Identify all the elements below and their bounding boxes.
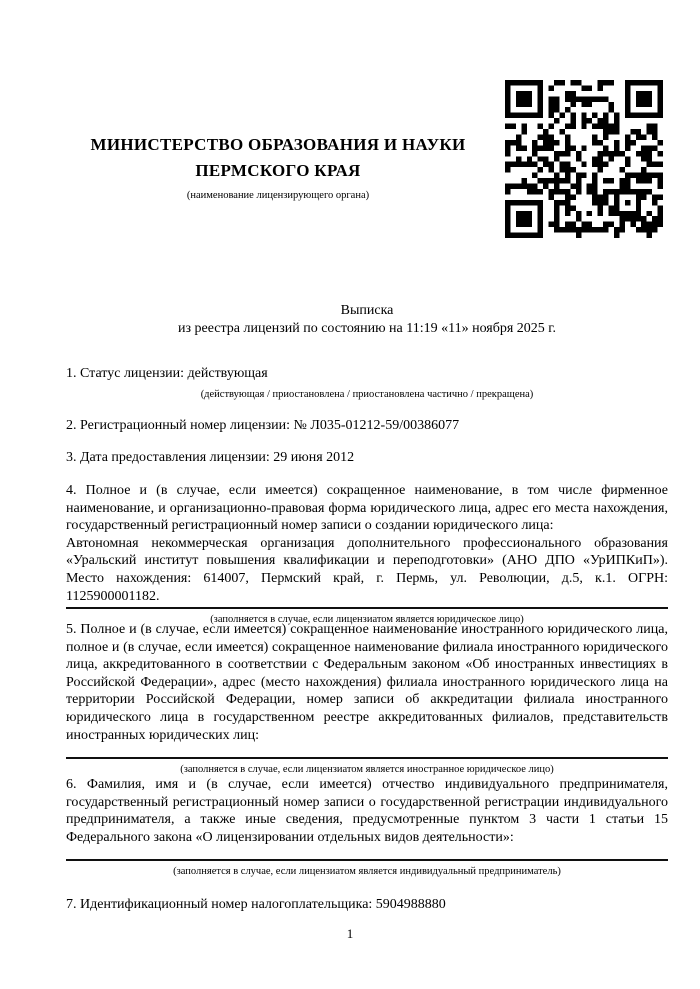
fill-line xyxy=(66,607,668,609)
legal-entity-question: 4. Полное и (в случае, если имеется) сокращенное наименование, в том числе фирменное наименование, и организационно-правовая форма юридического лица, адрес его места нахождения, государственный регистрационный номер записи о создании юридического лица: xyxy=(66,483,668,534)
ministry-name xyxy=(58,132,498,184)
section-license-number xyxy=(66,417,668,435)
entrepreneur-note: (заполняется в случае, если лицензиатом является индивидуальный предприниматель) xyxy=(173,866,561,878)
title-line1: Выписка xyxy=(340,303,394,318)
section-legal-entity xyxy=(66,482,668,626)
licensing-authority-header xyxy=(58,132,498,202)
license-grant-date-text: 3. Дата предоставления лицензии: 29 июня 2012 xyxy=(66,450,355,465)
ministry-name-line1: МИНИСТЕРСТВО ОБРАЗОВАНИЯ И НАУКИ xyxy=(90,135,466,154)
section-entrepreneur xyxy=(66,776,668,878)
legal-entity-answer: Автономная некоммерческая организация дополнительного профессионального образования «Уральский институт повышения квалификации и переподготовки» (АНО ДПО «УрИПКиП»). Место нахождения: 614007, Пермский край, г. Пермь, ул. Революции, д.5, к.1. ОГРН: 1125900001182. xyxy=(66,535,668,604)
ministry-name-line2: ПЕРМСКОГО КРАЯ xyxy=(195,161,361,180)
title-line2: из реестра лицензий по состоянию на 11:19 «11» ноября 2025 г. xyxy=(178,321,556,336)
section-license-grant-date xyxy=(66,449,668,467)
license-status-text: 1. Статус лицензии: действующая xyxy=(66,366,268,381)
qr-code xyxy=(505,80,663,238)
fill-line xyxy=(66,859,668,861)
license-number-text: 2. Регистрационный номер лицензии: № Л035-01212-59/00386077 xyxy=(66,418,460,433)
foreign-entity-question: 5. Полное и (в случае, если имеется) сокращенное наименование иностранного юридического лица, полное и (в случае, если имеется) сокращенное наименование филиала иностранного юридического лица, аккредитованного в соответствии с Федеральным законом «Об иностранных инвестициях в Российской Федерации», адрес (место нахождения) филиала иностранного юридического лица на территории Российской Федерации, номер записи об аккредитации филиала иностранного юридического лица в государственном реестре аккредитованных филиалов, представительств иностранных юридических лиц: xyxy=(66,622,668,743)
license-status-options-note: (действующая / приостановлена / приостановлена частично / прекращена) xyxy=(200,388,534,400)
document-title xyxy=(66,302,668,338)
section-taxpayer-id xyxy=(66,896,668,914)
legal-entity-note: (заполняется в случае, если лицензиатом является юридическое лицо) xyxy=(210,614,524,626)
foreign-entity-note: (заполняется в случае, если лицензиатом является иностранное юридическое лицо) xyxy=(180,764,554,776)
ministry-caption: (наименование лицензирующего органа) xyxy=(186,190,370,201)
taxpayer-id-text: 7. Идентификационный номер налогоплательщика: 5904988880 xyxy=(66,897,446,912)
fill-line xyxy=(66,757,668,759)
section-license-status xyxy=(66,365,668,401)
page-number: 1 xyxy=(346,926,354,941)
entrepreneur-question: 6. Фамилия, имя и (в случае, если имеется) отчество индивидуального предпринимателя, государственный регистрационный номер записи о государственной регистрации индивидуального предпринимателя, а также иные сведения, предусмотренные пунктом 3 части 1 статьи 15 Федерального закона «О лицензировании отдельных видов деятельности»: xyxy=(66,777,668,845)
section-foreign-entity xyxy=(66,621,668,776)
